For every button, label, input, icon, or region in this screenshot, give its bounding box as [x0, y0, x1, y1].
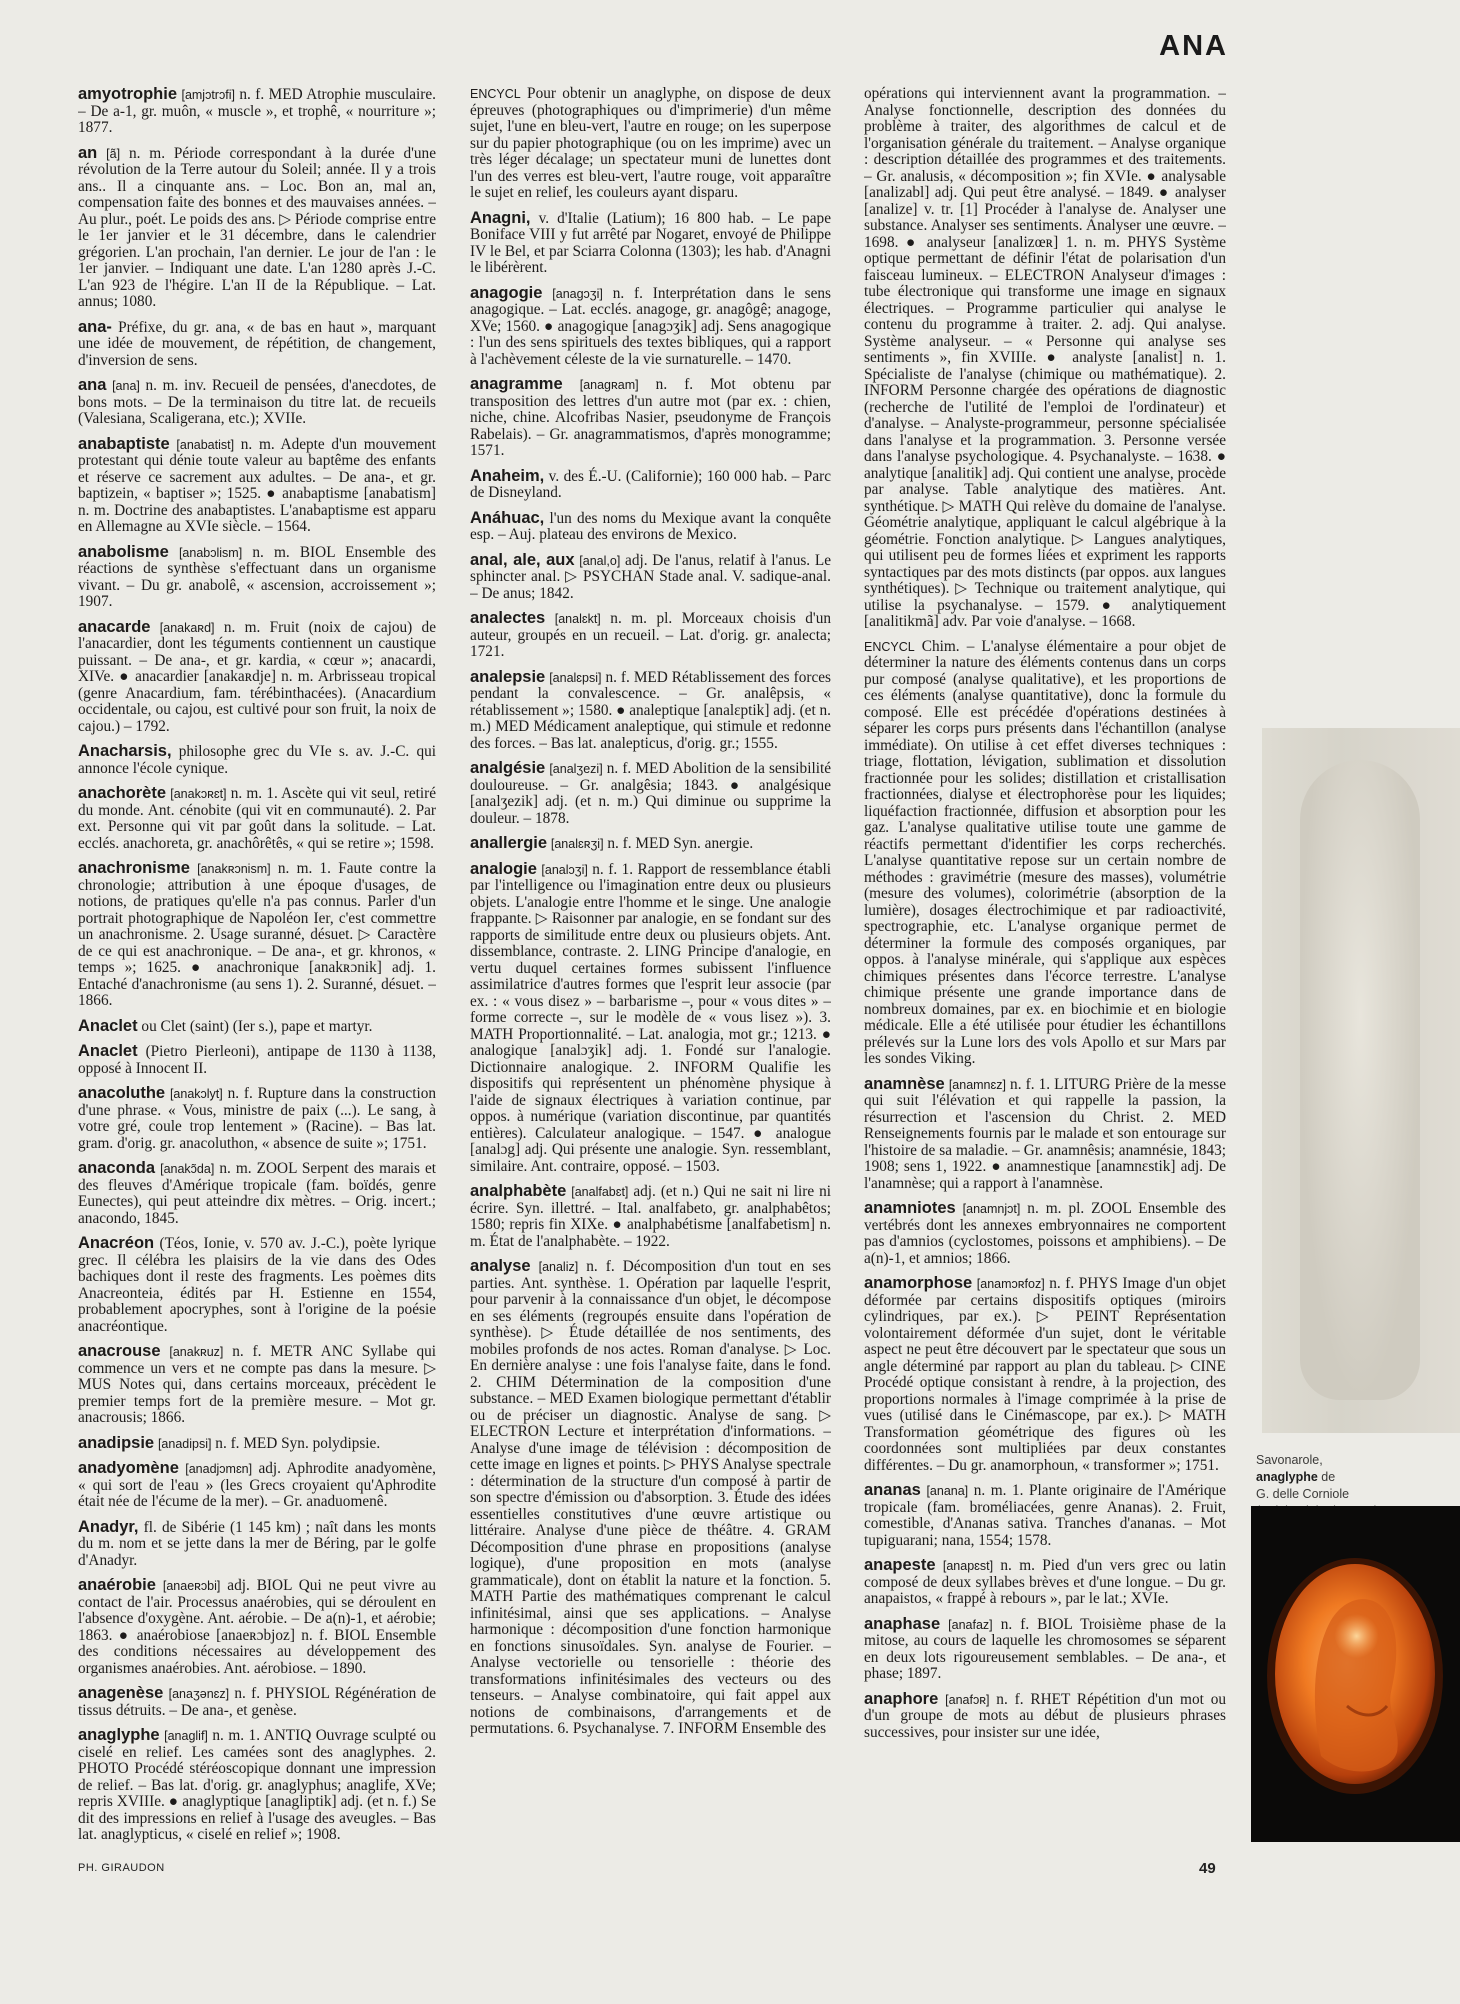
headword: Anadyr,	[78, 1517, 139, 1536]
pronunciation: [anabɔlism]	[178, 545, 243, 560]
headword: anaconda	[78, 1159, 156, 1177]
dictionary-entry	[78, 619, 436, 736]
headword: Anaclet	[78, 1042, 138, 1060]
pronunciation: [analiz]	[538, 1260, 579, 1274]
pronunciation: [anakaʀd]	[159, 620, 215, 635]
definition: n. f. Rupture dans la construction d'une phrase. « Vous, ministre de paix (...). Le sang, à votre gré, coule trop lentement » (Racine). – Bas lat. gram. d'orig. gr. anacoluthon, « absence de suite »; 1751.	[78, 1085, 436, 1152]
dictionary-entry	[470, 285, 831, 369]
dictionary-entry	[78, 1160, 436, 1227]
pronunciation: [anadjɔmɛn]	[185, 1462, 253, 1476]
pronunciation: [anakɔlyt]	[169, 1087, 223, 1101]
pronunciation: [anana]	[926, 1484, 969, 1498]
section-header: ANA	[1159, 30, 1228, 62]
definition: n. f. MED Atrophie musculaire. – De a-1, gr. muôn, « muscle », et trophê, « nourriture »; 1877.	[78, 86, 436, 136]
dictionary-entry	[470, 760, 831, 827]
headword: anagramme	[470, 375, 563, 393]
dictionary-entry	[470, 376, 831, 460]
definition: n. m. pl. Morceaux choisis d'un auteur, groupés en un recueil. – Lat. d'orig. gr. analecta; 1721.	[470, 610, 831, 660]
dictionary-entry	[78, 860, 436, 1010]
pronunciation: [anamɔʀfoz]	[976, 1277, 1045, 1291]
definition: n. f. METR ANC Syllabe qui commence un vers et ne compte pas dans la mesure. ▷ MUS Notes qui, dans certains morceaux, précèdent le premier temps fort de la première mesure. – Mot gr. anacrousis; 1866.	[78, 1343, 436, 1426]
caption-line-1: Savonarole,	[1256, 1453, 1323, 1467]
dictionary-entry	[78, 1343, 436, 1427]
definition: adj. Aphrodite anadyomène, « qui sort de l'eau » (les Grecs croyaient qu'Aphrodite était née de l'écume de la mer). – Gr. anaduomenê.	[78, 1460, 436, 1510]
definition: n. f. PHYSIOL Régénération de tissus détruits. – De ana-, et genèse.	[78, 1685, 436, 1719]
page-number: 49	[1199, 1860, 1216, 1877]
pronunciation: [anagʀam]	[579, 378, 639, 392]
dictionary-entry	[78, 86, 436, 137]
pronunciation: [anal,o]	[579, 553, 621, 568]
dictionary-entry	[78, 1727, 436, 1844]
pronunciation: [anafaz]	[948, 1617, 993, 1632]
headword: anaglyphe	[78, 1726, 160, 1744]
pronunciation: [analfabɛt]	[571, 1185, 629, 1199]
caption-line-3: G. delle Corniole	[1256, 1487, 1350, 1501]
dictionary-entry	[78, 544, 436, 611]
dictionary-entry	[78, 1435, 436, 1453]
definition: n. m. 1. Faute contre la chronologie; attribution à une époque d'usages, de notions, de pratiques qu'elle n'a pas connus. Parler d'un portrait photographique de Napoléon Ier, c'est commettre un anachronisme. 2. Usage suranné, désuet. ▷ Caractère de ce qui est anachronique. – De ana-, et gr. khronos, « temps »; 1625. ● anachronique [anakʀɔnik] adj. 1. Entaché d'anachronisme (au sens 1). 2. Suranné, désuet. – 1866.	[78, 860, 436, 1009]
dictionary-entry	[78, 436, 436, 536]
pronunciation: [anaʒənɛz]	[168, 1687, 230, 1701]
definition: n. f. Décomposition d'un tout en ses parties. Ant. synthèse. 1. Opération par laquelle l'esprit, pour parvenir à la connaissance d'un objet, le décompose en ses éléments (regroupés ensuite dans l'opération de synthèse). ▷ Étude détaillée de nos sentiments, des mobiles profonds de nos actes. Roman d'analyse. ▷ Loc. En dernière analyse : une fois l'analyse faite, dans le fond. 2. CHIM Détermination de la composition d'une substance. – MED Examen biologique permettant d'établir ou de préciser un diagnostic. Analyse de sang. ▷ ELECTRON Lecture et interprétation d'informations. – Analyse d'une image de télévision : décomposition de cette image en lignes et points. ▷ PHYS Analyse spectrale : détermination de la structure d'un composé à partir de son spectre d'émission ou d'absorption. 3. Étude des idées essentielles constitutives d'une œuvre artistique ou littéraire. Analyse d'une pièce de théâtre. 4. GRAM Décomposition d'une phrase en propositions (analyse logique), d'une proposition en mots (analyse grammaticale), dont on établit la nature et la fonction. 5. MATH Partie des mathématiques comprenant le calcul infinitésimal, ainsi que ses applications. – Analyse harmonique : décomposition d'une fonction harmonique en fonctions sinusoïdales. Syn. analyse de Fourier. – Analyse vectorielle ou tensorielle : théorie des transformations infinitésimales des vecteurs ou des tenseurs. – Analyse combinatoire, qui fait appel aux notions de combinaisons, d'arrangements et de permutations. 6. Psychanalyse. 7. INFORM Ensemble des	[470, 1258, 831, 1737]
dictionary-entry	[470, 1258, 831, 1738]
dictionary-entry	[864, 1691, 1226, 1742]
definition: n. f. BIOL Troisième phase de la mitose, au cours de laquelle les chromosomes se séparent en deux lots rigoureusement semblables. – De ana-, et phase; 1897.	[864, 1615, 1226, 1682]
headword: analgésie	[470, 759, 546, 777]
definition: n. f. MED Abolition de la sensibilité douloureuse. – Gr. analgêsia; 1843. ● analgésique [analʒezik] adj. (et n. m.) Qui diminue ou supprime la douleur. – 1878.	[470, 760, 831, 827]
cameo-image	[1251, 1506, 1460, 1842]
definition: n. f. MED Rétablissement des forces pendant la convalescence. – Gr. analêpsis, « rétablissement »; 1580. ● analeptique [analɛptik] adj. (et n. m.) MED Médicament analeptique, qui stimule et redonne des forces. – Bas lat. analepticus, d'orig. gr.; 1555.	[470, 668, 831, 752]
dictionary-entry	[470, 669, 831, 753]
definition: n. m. 1. Ascète qui vit seul, retiré du monde. Ant. cénobite (qui vit en communauté). 2. Par ext. Personne qui vit par goût dans la solitude. – Lat. ecclés. anachoreta, gr. anachôrêtês, « qui se retire »; 1598.	[78, 785, 436, 852]
dictionary-entry	[78, 1018, 436, 1036]
definition: n. f. 1. Rapport de ressemblance établi par l'intelligence ou l'imagination entre deux ou plusieurs objets. L'analogie entre l'homme et le singe. Une analogie frappante. ▷ Raisonner par analogie, en se fondant sur des rapports de similitude entre deux ou plusieurs objets. Ant. dissemblance, contraste. 2. LING Principe d'analogie, en vertu duquel certaines formes subissent l'influence assimilatrice d'autres formes que l'esprit leur associe (par ex. : « vous disez » – barbarisme –, pour « vous dites » – forme correcte –, sur le modèle de « vous lisez »). 3. MATH Proportionnalité. – Lat. analogia, mot gr.; 1213. ● analogique [analɔʒik] adj. 1. Fondé sur l'analogie. Dictionnaire analogique. 2. INFORM Qualifie les dispositifs qui représentent un phénomène physique à l'aide de signaux électriques à variation continue, par oppos. à numérique (variation discontinue, par quantités entières). Calculateur analogique. – 1547. ● analogue [analɔg] adj. Qui présente une analogie. Syn. ressemblant, similaire. Ant. contraire, opposé. – 1503.	[470, 860, 831, 1175]
pronunciation: [analʒezi]	[549, 762, 603, 776]
dictionary-entry	[470, 86, 831, 202]
definition: n. f. Mot obtenu par transposition des lettres d'un autre mot (par ex. : chien, niche, chine. Alcofribas Nasier, pseudonyme de François Rabelais). – Gr. anagrammatismos, d'après monogramme; 1571.	[470, 376, 831, 459]
dictionary-entry	[78, 1577, 436, 1677]
dictionary-entry	[470, 835, 831, 853]
pronunciation: [ã]	[106, 146, 121, 161]
pronunciation: [anaglif]	[164, 1729, 208, 1743]
dictionary-entry	[470, 510, 831, 544]
headword: an	[78, 143, 98, 162]
definition: (Téos, Ionie, v. 570 av. J.-C.), poète lyrique grec. Il célébra les plaisirs de la vie dans des Odes bachiques dont il reste des fragments. Les poèmes dits Anacreonteia, édités par H. Estienne en 1554, probablement apocryphes, sont à l'origine de la poésie anacréontique.	[78, 1235, 436, 1335]
headword: anaérobie	[78, 1576, 156, 1594]
column-left	[78, 86, 436, 1846]
headword: anachronisme	[78, 859, 190, 877]
headword: anamniotes	[864, 1199, 956, 1217]
definition: adj. De l'anus, relatif à l'anus. Le sphincter anal. ▷ PSYCHAN Stade anal. V. sadique-anal. – De anus; 1842.	[470, 551, 831, 602]
caption-de: de	[1317, 1470, 1336, 1484]
headword: analectes	[470, 609, 546, 627]
pronunciation: [analɛkt]	[554, 612, 601, 626]
headword: anamorphose	[864, 1274, 973, 1292]
dictionary-entry	[864, 639, 1226, 1068]
dictionary-entry	[78, 1685, 436, 1719]
definition: n. m. Pied d'un vers grec ou latin composé de deux syllabes brèves et d'une longue. – Du gr. anapaistos, « frappé à rebours », par le lat.; XVIe.	[864, 1557, 1226, 1607]
dictionary-entry	[864, 86, 1226, 631]
headword: ana	[78, 376, 107, 394]
definition: v. des É.-U. (Californie); 160 000 hab. – Parc de Disneyland.	[470, 467, 831, 501]
pronunciation: [amjɔtrɔfi]	[181, 88, 235, 102]
pronunciation: [anakɔʀɛt]	[170, 787, 227, 801]
encycl-label: ENCYCL	[864, 639, 915, 654]
encycl-label: ENCYCL	[470, 87, 521, 101]
column-middle	[470, 86, 831, 1846]
caption-line-2	[1256, 1469, 1451, 1486]
dictionary-entry	[78, 377, 436, 428]
cameo-photo	[1251, 1506, 1460, 1842]
definition: n. f. MED Syn. polydipsie.	[211, 1434, 381, 1452]
dictionary-entry	[864, 1200, 1226, 1267]
pronunciation: [anafɔʀ]	[945, 1692, 990, 1707]
headword: Anáhuac,	[470, 508, 545, 527]
pronunciation: [anamnjɔt]	[962, 1202, 1021, 1216]
pronunciation: [anakʀuz]	[169, 1345, 224, 1359]
pronunciation: [anakɔ̃da]	[160, 1162, 215, 1176]
definition: l'un des noms du Mexique avant la conquête esp. – Auj. plateau des environs de Mexico.	[470, 509, 831, 543]
dictionary-entry	[78, 1460, 436, 1511]
headword: analphabète	[470, 1182, 567, 1200]
definition: n. f. 1. LITURG Prière de la messe qui suit l'élévation et qui rappelle la passion, la résurrection et l'ascension du Christ. 2. MED Renseignements fournis par le malade et son entourage sur l'histoire de sa maladie. – Gr. anamnêsis; anamnésie, 1843; 1908; sens 1, 1922. ● anamnestique [anamnɛstik] adj. De l'anamnèse; qui a rapport à l'anamnèse.	[864, 1075, 1226, 1192]
headword: Anacréon	[78, 1234, 155, 1252]
headword: analyse	[470, 1257, 531, 1275]
pronunciation: [analɛʀʒi]	[550, 837, 604, 851]
headword: anaphase	[864, 1614, 941, 1633]
headword: anacoluthe	[78, 1084, 166, 1102]
pronunciation: [anapɛst]	[942, 1559, 994, 1573]
definition: n. m. 1. Plante originaire de l'Amérique tropicale (fam. broméliacées, genre Ananas). 2. Fruit, comestible, d'Ananas sativa. Tranches d'ananas. – Mot tupiguarani; nana, 1554; 1578.	[864, 1482, 1226, 1549]
definition: n. f. Interprétation dans le sens anagogique. – Lat. ecclés. anagoge, gr. anagôgê; anagoge, XVe; 1560. ● anagogique [anagɔʒik] adj. Sens anagogique : l'un des sens spirituels des textes bibliques, qui a rapport à l'achèvement céleste de la vie surnaturelle. – 1470.	[470, 284, 831, 368]
dictionary-entry	[78, 1043, 436, 1077]
definition: n. m. Fruit (noix de cajou) de l'anacardier, dont les téguments contiennent un caustique puissant. – De ana-, et gr. kardia, « cœur »; anacardi, XIVe. ● anacardier [anakaʀdje] n. m. Arbrisseau tropical (genre Anacardium, fam. térébinthacées). (Anacardium occidentale, ou cajou, est cultivé pour son fruit, la noix de cajou.) – 1792.	[78, 618, 436, 735]
definition: (Pietro Pierleoni), antipape de 1130 à 1138, opposé à Innocent II.	[78, 1043, 436, 1077]
headword: anacarde	[78, 617, 151, 636]
photo-credit: PH. GIRAUDON	[78, 1862, 165, 1874]
dictionary-entry	[864, 1076, 1226, 1193]
definition: ou Clet (saint) (Ier s.), pape et martyr.	[137, 1017, 373, 1035]
dictionary-entry	[78, 319, 436, 370]
dictionary-entry	[78, 743, 436, 777]
pronunciation: [anabatist]	[176, 437, 235, 452]
definition: n. f. MED Syn. anergie.	[603, 835, 754, 852]
headword: anapeste	[864, 1556, 936, 1574]
headword: anal, ale, aux	[470, 550, 575, 569]
dictionary-entry	[78, 145, 436, 311]
headword: anagogie	[470, 283, 543, 302]
definition: Chim. – L'analyse élémentaire a pour objet de déterminer la nature des éléments contenus dans un corps pur composé (analyse qualitative), et les proportions de ces éléments (analyse quantitative), donc la formule du composé. Elle est précédée d'opérations destinées à séparer les corps purs présents dans l'échantillon (analyse immédiate). On utilise à cet effet diverses techniques : triage, flottation, lévigation, sublimation et dissolution fractionnée pour les solides; distillation et cristallisation fractionnées, dialyse et électrophorèse pour les liquides; liquéfaction fractionnée, diffusion et absorption pour les gaz. L'analyse qualitative utilise toute une gamme de réactifs permettant d'identifier les corps recherchés. L'analyse quantitative repose sur un certain nombre de méthodes : gravimétrie (mesure des masses), volumétrie (mesure des volumes), colorimétrie (absorption de la lumière), dosages électrochimique et par radioactivité, spectrographie, etc. L'analyse organique permet de déterminer la formule des composés organiques, par oppos. à l'analyse minérale, qui s'applique aux espèces chimiques présentes dans l'écorce terrestre. L'analyse chimique présente une grande importance dans de nombreux domaines, par ex. en biochimie et en biologie médicale. Elle a été utilisée pour étudier les échantillons prélevés sur la Lune lors des vols Apollo et sur Mars par les sondes Viking.	[864, 637, 1226, 1067]
dictionary-entry	[78, 1235, 436, 1335]
pronunciation: [analɔʒi]	[541, 862, 588, 877]
definition: n. f. PHYS Image d'un objet déformée par certains dispositifs optiques (miroirs cylindriques, par ex.). ▷ PEINT Représentation volontairement déformée d'un sujet, dont le véritable aspect ne peut être découvert par le spectateur que sous un angle déterminé par rapport au plan du tableau. ▷ CINE Procédé optique consistant à rendre, à la projection, des proportions normales à l'image comprimée à la prise de vues (utilisé dans le Cinémascope, par ex.). ▷ MATH Transformation géométrique des figures où les coordonnées sont multipliées par deux constantes différentes. – Du gr. anamorphoun, « transformer »; 1751.	[864, 1275, 1226, 1474]
dictionary-entry	[470, 861, 831, 1176]
dictionary-entry	[470, 210, 831, 277]
headword: anaphore	[864, 1689, 939, 1708]
headword: anallergie	[470, 834, 548, 852]
definition: n. m. ZOOL Serpent des marais et des fleuves d'Amérique tropicale (fam. boïdés, genre Eunectes), qui peut atteindre dix mètres. – Orig. incert.; anacondo, 1845.	[78, 1160, 436, 1227]
definition: v. d'Italie (Latium); 16 800 hab. – Le pape Boniface VIII y fut arrêté par Nogaret, envoyé de Philippe IV le Bel, et par Sciarra Colonna (1303); les hab. d'Anagni le libérèrent.	[470, 209, 831, 276]
headword: anagenèse	[78, 1684, 164, 1702]
dictionary-entry	[78, 1085, 436, 1152]
dictionary-entry	[470, 610, 831, 661]
dictionary-entry	[864, 1616, 1226, 1683]
headword: Anagni,	[470, 208, 531, 227]
headword: ananas	[864, 1481, 921, 1499]
definition: Préfixe, du gr. ana, « de bas en haut », marquant une idée de mouvement, de répétition, de changement, d'inversion de sens.	[78, 318, 436, 369]
pronunciation: [anamnɛz]	[948, 1077, 1006, 1092]
definition: Pour obtenir un anaglyphe, on dispose de deux épreuves (photographiques ou d'imprimerie) d'un même sujet, l'une en bleu-vert, l'autre en rouge; on les superpose sur du papier photographique (ou on les imprime) avec un très léger décalage; un spectateur muni de lunettes dont l'un des verres est bleu-vert, l'autre rouge, voit apparaître le sujet en relief, les couleurs ayant disparu.	[470, 86, 831, 201]
dictionary-entry	[864, 1482, 1226, 1549]
definition: n. m. inv. Recueil de pensées, d'anecdotes, de bons mots. – De la terminaison du titre lat. de recueils (Valesiana, Scaligerana, etc.); XVIIe.	[78, 377, 436, 427]
headword: amyotrophie	[78, 86, 178, 103]
dictionary-entry	[864, 1275, 1226, 1474]
headword: anabolisme	[78, 542, 169, 561]
pronunciation: [ana]	[112, 379, 140, 393]
pronunciation: [anaeʀɔbi]	[162, 1579, 221, 1593]
definition: n. m. 1. ANTIQ Ouvrage sculpté ou ciselé en relief. Les camées sont des anaglyphes. 2. PHOTO Procédé stéréoscopique donnant une impression de relief. – Bas lat. d'orig. gr. anaglyphus; anaglife, XVe; repris XVIIIe. ● anaglyptique [anagliptik] adj. (et n. f.) Se dit des impressions en relief à l'usage des aveugles. – Bas lat. anaglypticus, « ciselé en relief »; 1908.	[78, 1727, 436, 1843]
dictionary-entry	[78, 785, 436, 852]
dictionary-entry	[864, 1557, 1226, 1608]
definition: n. m. Période correspondant à la durée d'une révolution de la Terre autour du Soleil; année. Il y a trois ans.. Il a cinquante ans. – Loc. Bon an, mal an, compensation faite des bonnes et des mauvaises années. – Au plur., poét. Le poids des ans. ▷ Période comprise entre le 1er janvier et le 31 décembre, dans le calendrier grégorien. L'an prochain, l'an dernier. Le jour de l'an : le 1er janvier. – Indiquant une date. L'an 1280 après J.-C. L'an 923 de l'hégire. L'an II de la République. – Lat. annus; 1080.	[78, 144, 436, 310]
pronunciation: [analɛpsi]	[549, 670, 602, 685]
definition: n. m. pl. ZOOL Ensemble des vertébrés dont les annexes embryonnaires ne comportent pas d'amnios (cyclostomes, poissons et amphibiens). – De a(n)-1, et amnios; 1866.	[864, 1200, 1226, 1267]
headword: Anacharsis,	[78, 742, 172, 760]
dictionary-entry	[470, 552, 831, 603]
definition: n. m. BIOL Ensemble des réactions de synthèse s'effectuant dans un organisme vivant. – Du gr. anabolê, « ascension, accroissement »; 1907.	[78, 543, 436, 610]
headword: anamnèse	[864, 1074, 945, 1093]
dictionary-entry	[470, 1183, 831, 1250]
headword: anachorète	[78, 784, 167, 802]
caption-bold: anaglyphe	[1256, 1470, 1318, 1484]
pronunciation: [anadipsi]	[157, 1436, 212, 1451]
headword: anadipsie	[78, 1433, 155, 1452]
column-right	[864, 86, 1226, 1846]
definition: opérations qui interviennent avant la programmation. – Analyse fonctionnelle, description des données du problème à traiter, des algorithmes de calcul et de l'organisation générale du traitement. – Analyse organique : description détaillée des programmes et des traitements. – Gr. analusis, « décomposition »; fin XVIe. ● analysable [analizabl] adj. Qui peut être analysé. – 1849. ● analyser [analize] v. tr. [1] Procéder à l'analyse de. Analyser une substance. Analyser ses sentiments. Analyser une œuvre. – 1698. ● analyseur [analizœʀ] 1. n. m. PHYS Système optique permettant de définir l'état de polarisation d'un faisceau lumineux. – ELECTRON Analyseur d'images : tube électronique qui transforme une image en signaux électriques. – Programme particulier qui analyse le contenu du programme à traiter. 2. adj. Qui analyse. Système analyseur. – « Personne qui analyse ses sentiments », fin XVIIIe. ● analyste [analist] n. 1. Spécialiste de l'analyse (chimique ou mathématique). 2. INFORM Personne chargée des opérations de diagnostic (recherche de l'utilité de l'emploi de l'ordinateur) et d'analyse. – Analyste-programmeur, personne spécialisée dans l'analyse et la programmation. 3. Personne versée dans l'analyse psychologique. 4. Psychanalyste. – 1638. ● analytique [analitik] adj. Qui contient une analyse, procède par analyse. Table analytique des matières. Ant. synthétique. ▷ MATH Qui relève du domaine de l'analyse. Géométrie analytique, appliquant le calcul algébrique à la géométrie. Fonction analytique. ▷ Langues analytiques, qui utilisent peu de formes liées et expriment les rapports syntactiques par des mots distincts (par oppos. aux langues synthétiques). ▷ Technique ou traitement analytique, qui utilise la psychanalyse. – 1579. ● analytiquement [analitikmã] adv. Par voie d'analyse. – 1668.	[864, 86, 1226, 630]
headword: anacrouse	[78, 1342, 161, 1360]
dictionary-entry	[470, 468, 831, 502]
pronunciation: [anakʀɔnism]	[197, 862, 271, 876]
definition: adj. (et n.) Qui ne sait ni lire ni écrire. Syn. illettré. – Ital. analfabeto, gr. analphabêtos; 1580; repris fin XIXe. ● analphabétisme [analfabetism] n. m. État de l'analphabète. – 1922.	[470, 1183, 831, 1250]
headword: Anaheim,	[470, 466, 545, 485]
headword: analepsie	[470, 667, 546, 686]
pronunciation: [anagɔʒi]	[552, 286, 603, 301]
headword: ana-	[78, 317, 112, 336]
headword: anadyomène	[78, 1459, 179, 1477]
dictionary-entry	[78, 1519, 436, 1570]
bleed-through-figure	[1300, 760, 1420, 1400]
headword: anabaptiste	[78, 434, 170, 453]
definition: n. m. Adepte d'un mouvement protestant qui dénie toute valeur au baptême des enfants et réserve ce sacrement aux adultes. – De ana-, et gr. baptizein, « baptiser »; 1525. ● anabaptisme [anabatism] n. m. Doctrine des anabaptistes. L'anabaptisme est apparu en Allemagne au XVIe siècle. – 1564.	[78, 435, 436, 535]
headword: analogie	[470, 859, 537, 878]
headword: Anaclet	[78, 1016, 138, 1035]
definition: philosophe grec du VIe s. av. J.-C. qui annonce l'école cynique.	[78, 743, 436, 777]
definition: fl. de Sibérie (1 145 km) ; naît dans les monts du m. nom et se jette dans la mer de Béring, par le golfe d'Anadyr.	[78, 1518, 436, 1569]
definition: n. f. RHET Répétition d'un mot ou d'un groupe de mots au début de plusieurs phrases successives, pour insister sur une idée,	[864, 1690, 1226, 1741]
definition: adj. BIOL Qui ne peut vivre au contact de l'air. Processus anaérobies, qui se déroulent en l'absence d'oxygène. Ant. aérobie. – De a(n)-1, et aérobie; 1863. ● anaérobiose [anaeʀɔbjoz] n. f. BIOL Ensemble des conditions nécessaires au développement des organismes anaérobies. Ant. aérobiose. – 1890.	[78, 1577, 436, 1677]
